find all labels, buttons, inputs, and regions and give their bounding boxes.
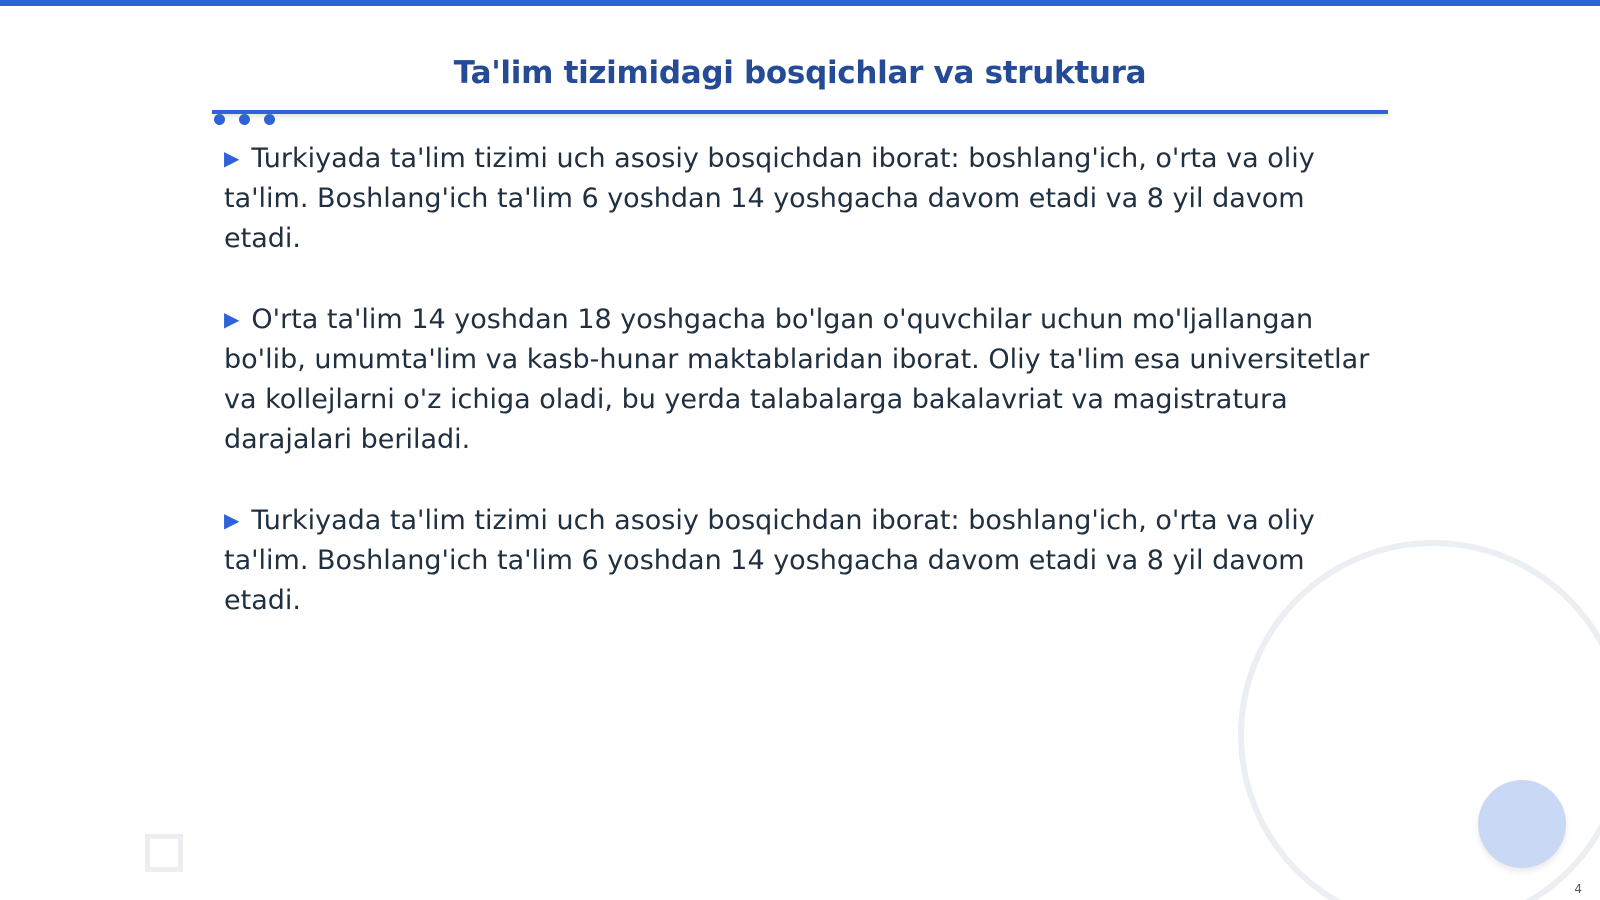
slide-title: Ta'lim tizimidagi bosqichlar va struktura xyxy=(453,55,1147,91)
bullet-item-3 xyxy=(224,500,1374,621)
bullet-list xyxy=(224,138,1374,661)
title-underline xyxy=(212,110,1388,114)
triangle-bullet-icon: ▶ xyxy=(224,307,240,331)
triangle-bullet-icon: ▶ xyxy=(224,508,240,532)
triangle-bullet-icon: ▶ xyxy=(224,146,240,170)
page-number: 4 xyxy=(1574,882,1582,896)
bullet-text-1: Turkiyada ta'lim tizimi uch asosiy bosqichdan iborat: boshlang'ich, o'rta va oliy ta'lim. Boshlang'ich ta'lim 6 yoshdan 14 yoshgacha davom etadi va 8 yil davom etadi. xyxy=(224,143,1315,254)
decorative-square xyxy=(145,834,183,872)
bullet-item-1 xyxy=(224,138,1374,259)
bullet-item-2 xyxy=(224,299,1374,460)
top-accent-bar xyxy=(0,0,1600,6)
bullet-text-3: Turkiyada ta'lim tizimi uch asosiy bosqichdan iborat: boshlang'ich, o'rta va oliy ta'lim. Boshlang'ich ta'lim 6 yoshdan 14 yoshgacha davom etadi va 8 yil davom etadi. xyxy=(224,505,1315,616)
accent-dot-2 xyxy=(239,114,250,125)
bullet-text-2: O'rta ta'lim 14 yoshdan 18 yoshgacha bo'lgan o'quvchilar uchun mo'ljallangan bo'lib, umumta'lim va kasb-hunar maktablaridan iborat. Oliy ta'lim esa universitetlar va kollejlarni o'z ichiga oladi, bu yerda talabalarga bakalavriat va magistratura darajalari beriladi. xyxy=(224,304,1370,455)
accent-dot-3 xyxy=(264,114,275,125)
decorative-circle xyxy=(1478,780,1566,868)
accent-dot-1 xyxy=(214,114,225,125)
